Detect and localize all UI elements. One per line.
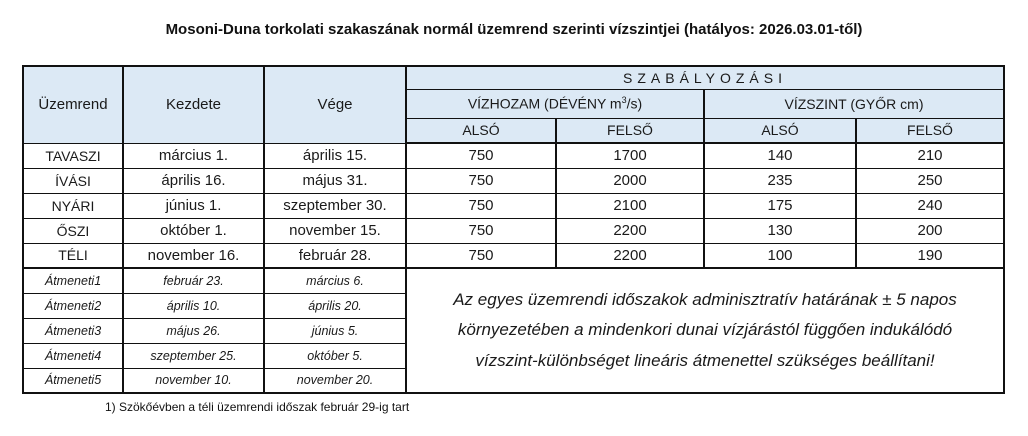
end-date-cell: március 6.	[264, 268, 406, 293]
mode-cell: Átmeneti1	[23, 268, 123, 293]
vizhozam-label-suffix: /s)	[626, 95, 643, 112]
table-row-tavaszi	[23, 143, 1004, 168]
col-header-vege: Vége	[264, 66, 406, 143]
flow-low-cell: 750	[406, 168, 556, 193]
flow-low-cell: 750	[406, 243, 556, 268]
end-date-cell: november 20.	[264, 368, 406, 393]
start-date-cell: június 1.	[123, 193, 264, 218]
table-row-ivasi	[23, 168, 1004, 193]
level-low-cell: 140	[704, 143, 856, 168]
level-high-cell: 200	[856, 218, 1004, 243]
start-date-cell: április 16.	[123, 168, 264, 193]
start-date-cell: szeptember 25.	[123, 343, 264, 368]
vizhozam-label-prefix: VÍZHOZAM (DÉVÉNY m	[467, 95, 622, 112]
flow-high-cell: 2100	[556, 193, 704, 218]
end-date-cell: október 5.	[264, 343, 406, 368]
flow-high-cell: 1700	[556, 143, 704, 168]
flow-low-cell: 750	[406, 143, 556, 168]
table-row-atmeneti1	[23, 268, 1004, 293]
end-date-cell: június 5.	[264, 318, 406, 343]
col-header-vizszint-also: ALSÓ	[704, 118, 856, 143]
col-header-szabalyozasi: SZABÁLYOZÁSI	[406, 66, 1004, 89]
start-date-cell: március 1.	[123, 143, 264, 168]
mode-cell: NYÁRI	[23, 193, 123, 218]
level-high-cell: 240	[856, 193, 1004, 218]
table-row-teli	[23, 243, 1004, 268]
level-low-cell: 100	[704, 243, 856, 268]
col-header-kezdete: Kezdete	[123, 66, 264, 143]
level-low-cell: 130	[704, 218, 856, 243]
col-header-vizhozam-felso: FELSŐ	[556, 118, 704, 143]
page-title: Mosoni-Duna torkolati szakaszának normál üzemrend szerinti vízszintjei (hatályos: 2026.03.01-től)	[165, 21, 863, 38]
end-date-cell: április 15.	[264, 143, 406, 168]
mode-cell: Átmeneti5	[23, 368, 123, 393]
flow-high-cell: 2200	[556, 218, 704, 243]
mode-cell: TAVASZI	[23, 143, 123, 168]
table-row-nyari	[23, 193, 1004, 218]
vizhozam-superscript: 3	[621, 95, 627, 106]
flow-low-cell: 750	[406, 193, 556, 218]
col-header-vizszint: VÍZSZINT (GYŐR cm)	[704, 89, 1004, 118]
flow-high-cell: 2200	[556, 243, 704, 268]
end-date-cell: szeptember 30.	[264, 193, 406, 218]
col-header-vizszint-felso: FELSŐ	[856, 118, 1004, 143]
end-date-cell: november 15.	[264, 218, 406, 243]
mode-cell: Átmeneti2	[23, 293, 123, 318]
col-header-vizhozam	[406, 89, 704, 118]
start-date-cell: október 1.	[123, 218, 264, 243]
transition-note	[406, 268, 1004, 393]
mode-cell: Átmeneti3	[23, 318, 123, 343]
end-date-cell: május 31.	[264, 168, 406, 193]
mode-cell: Átmeneti4	[23, 343, 123, 368]
flow-low-cell: 750	[406, 218, 556, 243]
water-levels-table	[22, 65, 1005, 394]
level-low-cell: 175	[704, 193, 856, 218]
mode-cell: ÍVÁSI	[23, 168, 123, 193]
start-date-cell: február 23.	[123, 268, 264, 293]
transition-note-line-1: Az egyes üzemrendi időszakok adminisztratív határának ± 5 napos	[453, 289, 957, 309]
start-date-cell: május 26.	[123, 318, 264, 343]
table-row-oszi	[23, 218, 1004, 243]
start-date-cell: november 16.	[123, 243, 264, 268]
end-date-cell: április 20.	[264, 293, 406, 318]
col-header-vizhozam-also: ALSÓ	[406, 118, 556, 143]
level-high-cell: 210	[856, 143, 1004, 168]
start-date-cell: április 10.	[123, 293, 264, 318]
flow-high-cell: 2000	[556, 168, 704, 193]
transition-note-line-3: vízszint-különbséget lineáris átmenettel szükséges beállítani!	[475, 350, 935, 370]
leap-year-footnote: 1) Szökőévben a téli üzemrendi időszak február 29-ig tart	[105, 400, 410, 414]
start-date-cell: november 10.	[123, 368, 264, 393]
mode-cell: TÉLI	[23, 243, 123, 268]
end-date-cell: február 28.	[264, 243, 406, 268]
col-header-uzemrend: Üzemrend	[23, 66, 123, 143]
level-low-cell: 235	[704, 168, 856, 193]
level-high-cell: 190	[856, 243, 1004, 268]
transition-note-line-2: környezetében a mindenkori dunai vízjárástól függően indukálódó	[457, 320, 953, 340]
mode-cell: ŐSZI	[23, 218, 123, 243]
level-high-cell: 250	[856, 168, 1004, 193]
